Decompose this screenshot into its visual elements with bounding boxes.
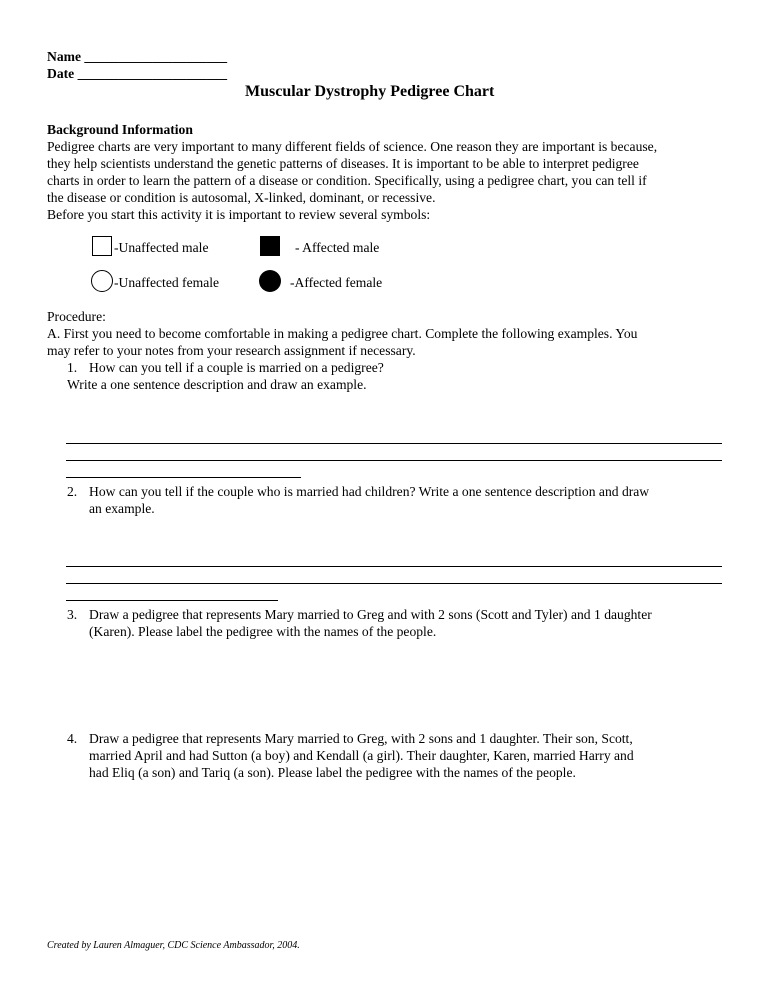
answer-line[interactable] xyxy=(66,583,722,584)
question-3-text: (Karen). Please label the pedigree with the names of the people. xyxy=(89,624,437,639)
question-1-text: How can you tell if a couple is married on a pedigree? xyxy=(89,360,384,375)
affected-female-icon xyxy=(259,270,281,292)
answer-line[interactable] xyxy=(66,443,722,444)
answer-line[interactable] xyxy=(66,600,278,601)
procedure-heading: Procedure: xyxy=(47,309,106,324)
unaffected-female-label: -Unaffected female xyxy=(114,275,220,290)
question-4-text: Draw a pedigree that represents Mary married to Greg, with 2 sons and 1 daughter. Their son, Scott, xyxy=(89,731,633,746)
name-field[interactable]: Name _____________________ xyxy=(47,49,228,64)
answer-line[interactable] xyxy=(66,460,722,461)
procedure-intro: may refer to your notes from your research assignment if necessary. xyxy=(47,343,416,358)
question-2-number: 2. xyxy=(67,484,78,499)
unaffected-male-label: -Unaffected male xyxy=(114,240,209,255)
question-3-text: Draw a pedigree that represents Mary married to Greg and with 2 sons (Scott and Tyler) and 1 daughter xyxy=(89,607,652,622)
date-field[interactable]: Date ______________________ xyxy=(47,66,228,81)
background-line: Pedigree charts are very important to many different fields of science. One reason they are important is because, xyxy=(47,139,658,154)
question-4-text: married April and had Sutton (a boy) and Kendall (a girl). Their daughter, Karen, married Harry and xyxy=(89,748,634,763)
background-line: the disease or condition is autosomal, X-linked, dominant, or recessive. xyxy=(47,190,436,205)
question-2-text: How can you tell if the couple who is married had children? Write a one sentence description and draw xyxy=(89,484,650,499)
question-3-number: 3. xyxy=(67,607,78,622)
affected-male-icon xyxy=(260,236,280,256)
unaffected-female-icon xyxy=(91,270,113,292)
question-1-subtext: Write a one sentence description and draw an example. xyxy=(67,377,367,392)
footer-credit: Created by Lauren Almaguer, CDC Science Ambassador, 2004. xyxy=(47,940,300,951)
background-line: Before you start this activity it is important to review several symbols: xyxy=(47,207,431,222)
page-title: Muscular Dystrophy Pedigree Chart xyxy=(245,83,495,100)
affected-male-label: - Affected male xyxy=(295,240,380,255)
question-4-text: had Eliq (a son) and Tariq (a son). Please label the pedigree with the names of the people. xyxy=(89,765,576,780)
question-4-number: 4. xyxy=(67,731,78,746)
question-2-text: an example. xyxy=(89,501,155,516)
answer-line[interactable] xyxy=(66,477,301,478)
question-1-number: 1. xyxy=(67,360,78,375)
unaffected-male-icon xyxy=(92,236,112,256)
procedure-intro: A. First you need to become comfortable in making a pedigree chart. Complete the following examples. You xyxy=(47,326,638,341)
background-line: charts in order to learn the pattern of a disease or condition. Specifically, using a pedigree chart, you can tell if xyxy=(47,173,647,188)
answer-line[interactable] xyxy=(66,566,722,567)
background-line: they help scientists understand the genetic patterns of diseases. It is important to be able to interpret pedigree xyxy=(47,156,639,171)
background-heading: Background Information xyxy=(47,122,193,137)
affected-female-label: -Affected female xyxy=(290,275,383,290)
